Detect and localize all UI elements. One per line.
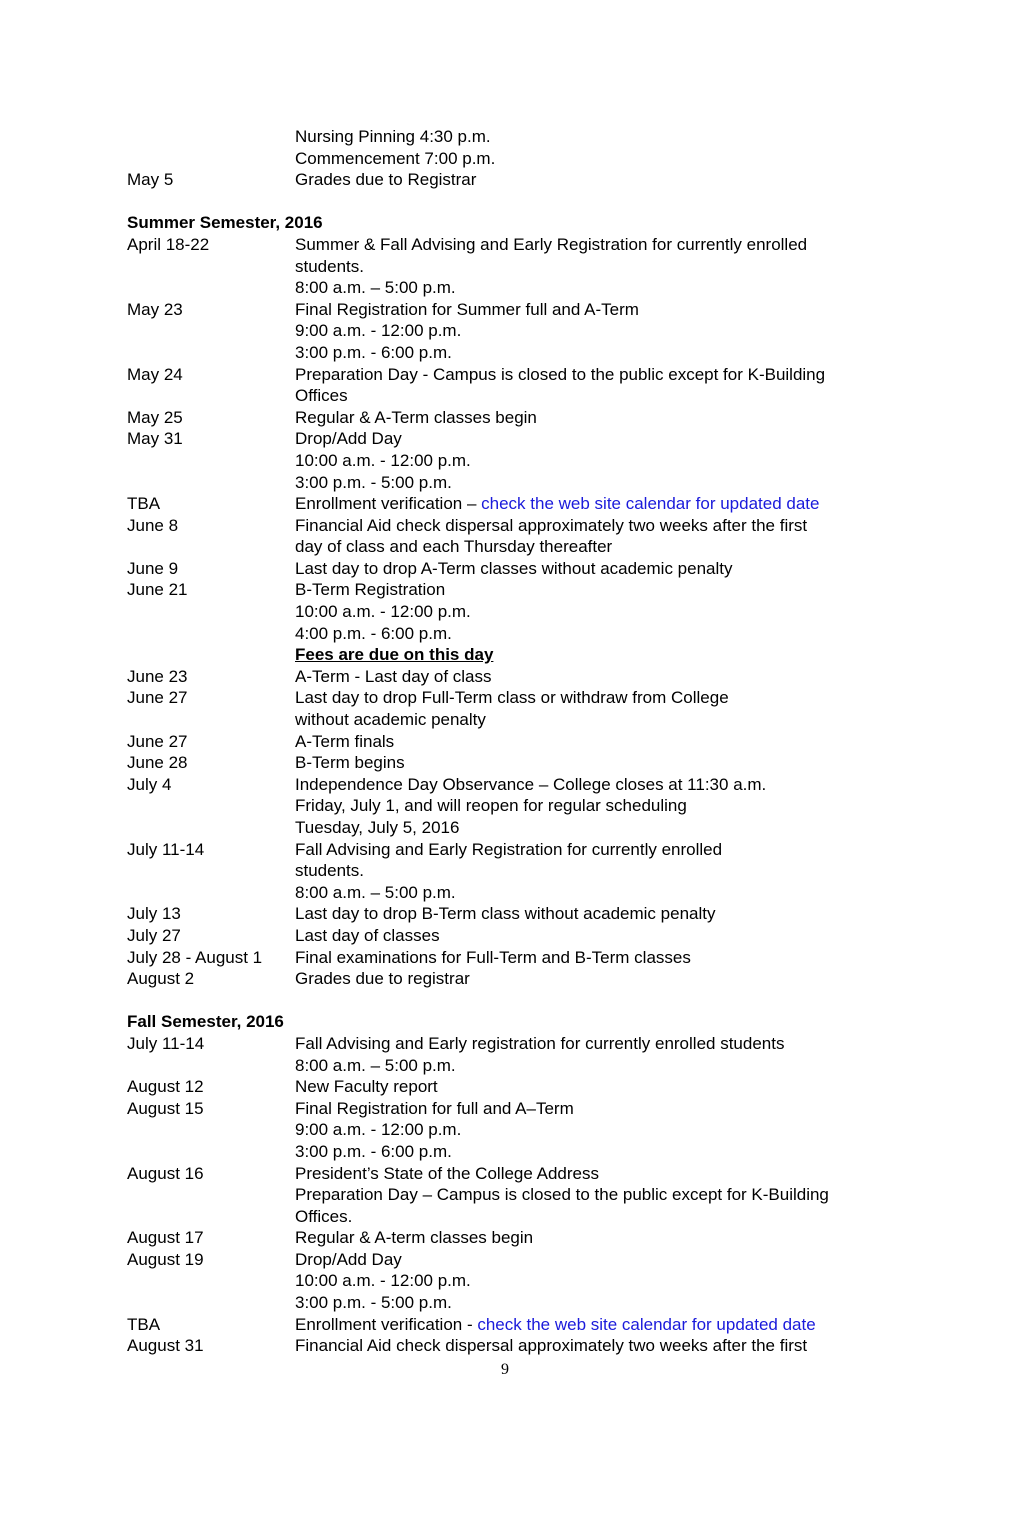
entry-text: Last day to drop A-Term classes without academic penalty	[295, 558, 733, 578]
entry-date: August 2	[127, 969, 195, 989]
entry-text: Commencement 7:00 p.m.	[295, 148, 496, 168]
calendar-entry	[127, 558, 897, 580]
entry-line	[295, 1206, 897, 1228]
entry-date: June 27	[127, 731, 188, 751]
entry-date: August 15	[127, 1098, 204, 1118]
entry-line	[295, 1033, 897, 1055]
entry-date: April 18-22	[127, 234, 210, 254]
entry-description	[295, 1098, 897, 1163]
entry-line	[295, 299, 897, 321]
entry-line	[295, 1292, 897, 1314]
entry-date: August 19	[127, 1249, 204, 1269]
entry-date: May 24	[127, 364, 183, 384]
entry-line	[295, 666, 897, 688]
calendar-entry	[127, 1335, 897, 1357]
entry-description	[295, 579, 897, 665]
entry-description	[295, 1249, 897, 1314]
entry-line	[295, 1335, 897, 1357]
entry-text: 8:00 a.m. – 5:00 p.m.	[295, 882, 456, 902]
academic-calendar	[127, 126, 897, 1357]
entry-text: B-Term Registration	[295, 580, 446, 600]
entry-description	[295, 1335, 897, 1357]
entry-line	[295, 515, 897, 537]
entry-text: Regular & A-term classes begin	[295, 1228, 534, 1248]
calendar-entry	[127, 364, 897, 407]
entry-date: July 28 - August 1	[127, 947, 263, 967]
entry-text: Fall Advising and Early registration for currently enrolled students	[295, 1033, 785, 1053]
entry-line	[295, 1227, 897, 1249]
entry-text: 10:00 a.m. - 12:00 p.m.	[295, 1271, 471, 1291]
entry-description	[295, 947, 897, 969]
entry-text: A-Term finals	[295, 731, 395, 751]
entry-date: August 12	[127, 1077, 204, 1097]
entry-text: Independence Day Observance – College closes at 11:30 a.m.	[295, 774, 767, 794]
calendar-entry	[127, 925, 897, 947]
entry-text: Final Registration for full and A–Term	[295, 1098, 574, 1118]
entry-line	[295, 148, 897, 170]
entry-line	[295, 579, 897, 601]
entry-line	[295, 126, 897, 148]
entry-description	[295, 839, 897, 904]
calendar-entry	[127, 1163, 897, 1228]
entry-line	[295, 364, 897, 386]
entry-description	[295, 1076, 897, 1098]
entry-date: July 4	[127, 774, 172, 794]
calendar-entry	[127, 839, 897, 904]
entry-line	[295, 601, 897, 623]
entry-text: 8:00 a.m. – 5:00 p.m.	[295, 278, 456, 298]
entry-line	[295, 385, 897, 407]
entry-text: A-Term - Last day of class	[295, 666, 492, 686]
entry-line	[295, 256, 897, 278]
entry-date: May 31	[127, 429, 183, 449]
entry-line	[295, 1141, 897, 1163]
calendar-entry	[127, 493, 897, 515]
entry-date: June 27	[127, 688, 188, 708]
entry-description	[295, 1227, 897, 1249]
entry-line	[295, 428, 897, 450]
calendar-entry	[127, 126, 897, 169]
entry-description	[295, 428, 897, 493]
entry-line	[295, 342, 897, 364]
entry-line	[295, 795, 897, 817]
entry-text: Financial Aid check dispersal approximately two weeks after the first	[295, 515, 808, 535]
entry-date: June 9	[127, 558, 179, 578]
entry-text: day of class and each Thursday thereafter	[295, 537, 613, 557]
entry-text: Last day of classes	[295, 925, 440, 945]
entry-text: Fall Advising and Early Registration for currently enrolled	[295, 839, 723, 859]
section-heading: Summer Semester, 2016	[127, 213, 323, 233]
entry-text: without academic penalty	[295, 710, 486, 730]
entry-text: Last day to drop B-Term class without academic penalty	[295, 904, 716, 924]
entry-line	[295, 277, 897, 299]
entry-text: 3:00 p.m. - 6:00 p.m.	[295, 342, 452, 362]
entry-line	[295, 1098, 897, 1120]
entry-text: Offices.	[295, 1206, 353, 1226]
entry-line	[295, 320, 897, 342]
entry-text: Financial Aid check dispersal approximately two weeks after the first	[295, 1336, 808, 1356]
entry-date: May 25	[127, 407, 183, 427]
calendar-entry	[127, 752, 897, 774]
entry-line	[295, 1119, 897, 1141]
entry-text: 9:00 a.m. - 12:00 p.m.	[295, 321, 462, 341]
entry-text: 4:00 p.m. - 6:00 p.m.	[295, 623, 452, 643]
calendar-entry	[127, 731, 897, 753]
entry-date: June 21	[127, 580, 188, 600]
entry-line	[295, 1076, 897, 1098]
entry-date: May 23	[127, 299, 183, 319]
entry-date: June 8	[127, 515, 179, 535]
calendar-entry	[127, 515, 897, 558]
entry-text: Friday, July 1, and will reopen for regular scheduling	[295, 796, 687, 816]
entry-text: Grades due to registrar	[295, 969, 470, 989]
entry-date: June 23	[127, 666, 188, 686]
calendar-link[interactable]: check the web site calendar for updated date	[477, 1314, 816, 1334]
entry-line	[295, 1055, 897, 1077]
calendar-entry	[127, 666, 897, 688]
entry-text: Final examinations for Full-Term and B-Term classes	[295, 947, 691, 967]
entry-line	[295, 947, 897, 969]
calendar-entry	[127, 234, 897, 299]
entry-date	[127, 126, 295, 169]
section-heading: Fall Semester, 2016	[127, 1012, 284, 1032]
entry-date: July 11-14	[127, 839, 205, 859]
entry-text: Enrollment verification –	[295, 494, 482, 514]
entry-line	[295, 731, 897, 753]
entry-date: July 11-14	[127, 1033, 205, 1053]
entry-description	[295, 364, 897, 407]
entry-line	[295, 1314, 897, 1336]
entry-text: Preparation Day - Campus is closed to the public except for K-Building	[295, 364, 826, 384]
entry-text: Offices	[295, 386, 348, 406]
entry-description	[295, 234, 897, 299]
entry-line	[295, 536, 897, 558]
entry-text: Grades due to Registrar	[295, 170, 477, 190]
entry-text: Nursing Pinning 4:30 p.m.	[295, 127, 491, 146]
entry-date: May 5	[127, 170, 174, 190]
calendar-entry	[127, 687, 897, 730]
calendar-entry	[127, 774, 897, 839]
entry-description	[295, 558, 897, 580]
calendar-entry	[127, 947, 897, 969]
entry-text: Regular & A-Term classes begin	[295, 407, 537, 427]
entry-line	[295, 169, 897, 191]
entry-text: 9:00 a.m. - 12:00 p.m.	[295, 1120, 462, 1140]
entry-line	[295, 558, 897, 580]
entry-description	[295, 1314, 897, 1336]
entry-description	[295, 752, 897, 774]
calendar-entry	[127, 968, 897, 990]
entry-description	[295, 968, 897, 990]
calendar-entry	[127, 1249, 897, 1314]
entry-text: Final Registration for Summer full and A-Term	[295, 299, 639, 319]
entry-description	[295, 126, 897, 169]
calendar-entry	[127, 1227, 897, 1249]
section-spacer	[127, 990, 897, 1012]
entry-text: Drop/Add Day	[295, 1249, 402, 1269]
calendar-entry	[127, 169, 897, 191]
entry-line	[295, 1270, 897, 1292]
entry-description	[295, 666, 897, 688]
entry-description	[295, 687, 897, 730]
entry-description	[295, 774, 897, 839]
calendar-entry	[127, 1098, 897, 1163]
entry-description	[295, 515, 897, 558]
entry-text: New Faculty report	[295, 1077, 438, 1097]
entry-date: TBA	[127, 1314, 161, 1334]
entry-date: August 31	[127, 1336, 204, 1356]
entry-line	[295, 623, 897, 645]
calendar-entry	[127, 1076, 897, 1098]
entry-line	[295, 882, 897, 904]
entry-line	[295, 472, 897, 494]
entry-text: Last day to drop Full-Term class or withdraw from College	[295, 688, 729, 708]
entry-line	[295, 774, 897, 796]
entry-text: 3:00 p.m. - 5:00 p.m.	[295, 1293, 452, 1313]
entry-description	[295, 1033, 897, 1076]
entry-line	[295, 687, 897, 709]
entry-text: President’s State of the College Address	[295, 1163, 599, 1183]
entry-line	[295, 860, 897, 882]
entry-line	[295, 234, 897, 256]
entry-description	[295, 299, 897, 364]
entry-date: July 13	[127, 904, 181, 924]
entry-line	[295, 1163, 897, 1185]
entry-line	[295, 1184, 897, 1206]
entry-line	[295, 817, 897, 839]
entry-text: Preparation Day – Campus is closed to the public except for K-Building	[295, 1185, 829, 1205]
entry-text: B-Term begins	[295, 753, 405, 773]
calendar-entry	[127, 1033, 897, 1076]
entry-line	[295, 968, 897, 990]
calendar-entry	[127, 1314, 897, 1336]
entry-line	[295, 925, 897, 947]
entry-description	[295, 731, 897, 753]
entry-text: Summer & Fall Advising and Early Registration for currently enrolled	[295, 234, 808, 254]
entry-text: 10:00 a.m. - 12:00 p.m.	[295, 450, 471, 470]
entry-date: July 27	[127, 925, 181, 945]
entry-date: June 28	[127, 753, 188, 773]
entry-text: 3:00 p.m. - 5:00 p.m.	[295, 472, 452, 492]
entry-line	[295, 903, 897, 925]
fees-due-notice: Fees are due on this day	[295, 645, 494, 665]
calendar-entry	[127, 299, 897, 364]
entry-line	[295, 1249, 897, 1271]
calendar-entry	[127, 428, 897, 493]
page-number: 9	[501, 1361, 509, 1378]
entry-line	[295, 407, 897, 429]
entry-text: 10:00 a.m. - 12:00 p.m.	[295, 602, 471, 622]
entry-date: TBA	[127, 494, 161, 514]
entry-line	[295, 839, 897, 861]
entry-text: students.	[295, 861, 364, 881]
entry-line	[295, 450, 897, 472]
entry-description	[295, 493, 897, 515]
calendar-entry	[127, 579, 897, 665]
entry-description	[295, 925, 897, 947]
entry-description	[295, 407, 897, 429]
entry-text: Tuesday, July 5, 2016	[295, 818, 460, 837]
entry-description	[295, 903, 897, 925]
entry-text: Enrollment verification -	[295, 1314, 478, 1334]
entry-text: 3:00 p.m. - 6:00 p.m.	[295, 1141, 452, 1161]
entry-date: August 17	[127, 1228, 204, 1248]
entry-line	[295, 709, 897, 731]
entry-line	[295, 752, 897, 774]
entry-line	[295, 493, 897, 515]
calendar-entry	[127, 903, 897, 925]
calendar-entry	[127, 407, 897, 429]
section-spacer	[127, 191, 897, 213]
entry-text: Drop/Add Day	[295, 429, 402, 449]
entry-description	[295, 1163, 897, 1228]
entry-description	[295, 169, 897, 191]
entry-date: August 16	[127, 1163, 204, 1183]
entry-text: students.	[295, 256, 364, 276]
entry-text: 8:00 a.m. – 5:00 p.m.	[295, 1055, 456, 1075]
calendar-link[interactable]: check the web site calendar for updated date	[481, 494, 820, 514]
